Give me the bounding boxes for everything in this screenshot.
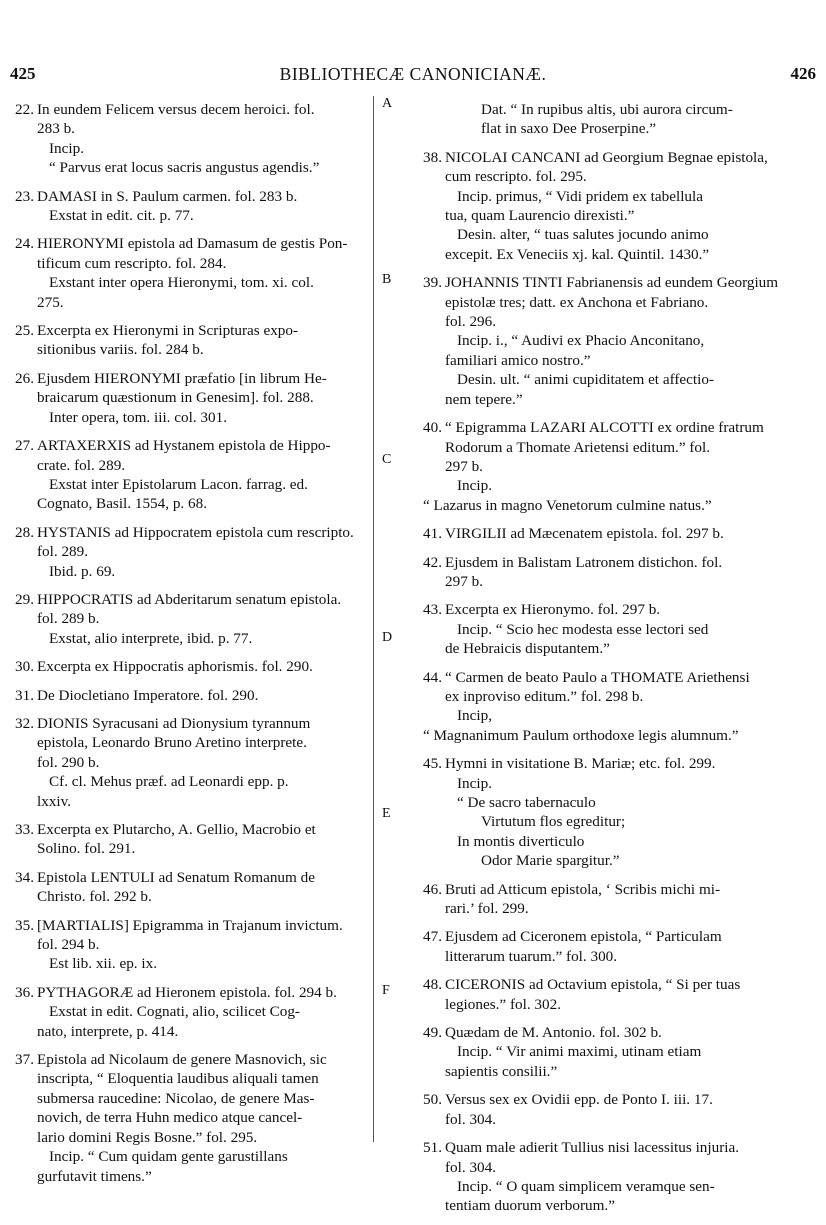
catalogue-entry [15,657,369,676]
entry-line: inscripta, “ Eloquentia laudibus aliquali tamen [37,1070,319,1088]
entry-line: Incip. [49,139,85,157]
page-number-right: 426 [790,64,816,83]
entry-line: Rodorum a Thomate Arietensi editum.” fol. [445,438,711,456]
entry-line: Incip. “ Vir animi maximi, utinam etiam [457,1043,702,1061]
catalogue-entry [423,1023,819,1081]
entry-number: 27. [15,437,34,455]
catalogue-entry [15,983,369,1041]
entry-line: HIERONYMI epistola ad Damasum de gestis Pon- [37,235,348,253]
entry-line: Epistola LENTULI ad Senatum Romanum de [37,868,315,886]
entry-line: Ejusdem HIERONYMI præfatio [in librum He- [37,369,327,387]
entry-line: familiari amico nostro.” [445,351,591,369]
entry-line: Desin. alter, “ tuas salutes jocundo animo [457,226,709,244]
entry-number: 39. [423,274,442,292]
entry-line: crate. fol. 289. [37,456,126,474]
entry-line: “ Epigramma LAZARI ALCOTTI ex ordine fratrum [445,419,764,437]
entry-line: “ Parvus erat locus sacris angustus agendis.” [49,159,320,177]
entry-line: Desin. ult. “ animi cupiditatem et affectio- [457,371,714,389]
entry-line: Epistola ad Nicolaum de genere Masnovich, sic [37,1051,327,1069]
entry-line: nato, interprete, p. 414. [37,1022,179,1040]
entry-line: Christo. fol. 292 b. [37,888,152,906]
entry-line: In montis diverticulo [457,832,585,850]
catalogue-entry [15,321,369,360]
entry-line: Incip. “ O quam simplicem veramque sen- [457,1177,715,1195]
catalogue-entry [15,590,369,648]
entry-line: fol. 289. [37,543,89,561]
page-number-left: 425 [10,64,36,83]
catalogue-entry [15,820,369,859]
catalogue-entry [15,369,369,427]
entry-number: 41. [423,525,442,543]
entry-number: 51. [423,1139,442,1157]
entry-line: Virtutum flos egreditur; [481,813,626,831]
entry-line: excepit. Ex Veneciis xj. kal. Quintil. 1430.” [445,245,710,263]
entry-line: Ibid. p. 69. [49,562,116,580]
entry-number: 29. [15,590,34,608]
entry-number: 38. [423,148,442,166]
margin-letter: B [382,272,392,287]
entry-line: rari.’ fol. 299. [445,900,529,918]
entry-line: “ Lazarus in magno Venetorum culmine natus.” [423,496,712,514]
entry-number: 33. [15,821,34,838]
catalogue-entry [423,600,819,658]
entry-line: ARTAXERXIS ad Hystanem epistola de Hippo- [37,437,331,455]
entry-line: sapientis consilii.” [445,1062,558,1080]
catalogue-entry [15,436,369,514]
entry-line: fol. 304. [445,1110,497,1128]
entry-line: JOHANNIS TINTI Fabrianensis ad eundem Georgium [445,274,779,292]
entry-line: litterarum tuarum.” fol. 300. [445,947,618,965]
catalogue-entry [423,975,819,1014]
entry-number: 24. [15,235,34,253]
entry-line: legiones.” fol. 302. [445,995,561,1013]
entry-line: fol. 294 b. [37,936,100,954]
entry-line: epistola, Leonardo Bruno Aretino interprete. [37,734,307,752]
entry-line: fol. 289 b. [37,610,100,628]
entry-line: “ De sacro tabernaculo [457,794,596,811]
entry-line: lxxiv. [37,792,72,810]
catalogue-entry [15,686,369,705]
entry-line: Excerpta ex Plutarcho, A. Gellio, Macrobio et [37,821,316,838]
entry-number: 34. [15,868,34,886]
entry-line: Ejusdem ad Ciceronem epistola, “ Particulam [445,928,722,946]
entry-line: Exstat in edit. Cognati, alio, scilicet Cog- [49,1003,300,1021]
entry-line: Exstant inter opera Hieronymi, tom. xi. col. [49,274,314,292]
entry-number: 49. [423,1024,442,1042]
entry-line: PYTHAGORÆ ad Hieronem epistola. fol. 294 b. [37,983,337,1001]
entry-line: Exstat inter Epistolarum Lacon. farrag. ed. [49,475,308,493]
catalogue-entry [423,418,819,515]
entry-line: DIONIS Syracusani ad Dionysium tyrannum [37,714,311,732]
entry-number: 43. [423,601,442,619]
right-column [423,100,819,1225]
catalogue-entry [423,880,819,919]
margin-letter: D [382,630,393,645]
catalogue-entry [15,100,369,178]
entry-number: 50. [423,1091,442,1109]
margin-letter: C [382,452,392,467]
catalogue-entry [423,524,819,543]
margin-letter: E [382,806,391,821]
entry-line: 297 b. [445,457,483,475]
entry-line: tificum cum rescripto. fol. 284. [37,254,227,272]
entry-line: braicarum quæstionum in Genesim]. fol. 288. [37,389,314,407]
catalogue-entry [15,523,369,581]
entry-line: 297 b. [445,572,483,590]
entry-number: 32. [15,714,34,732]
catalogue-entry [15,234,369,312]
catalogue-entry [423,1138,819,1216]
entry-line: CICERONIS ad Octavium epistola, “ Si per tuas [445,976,741,994]
entry-line: Cognato, Basil. 1554, p. 68. [37,495,208,513]
entry-line: fol. 304. [445,1158,497,1176]
entry-line: Quædam de M. Antonio. fol. 302 b. [445,1024,662,1042]
entry-line: Ejusdem in Balistam Latronem distichon. fol. [445,553,723,571]
entry-line: Quam male adierit Tullius nisi lacessitus injuria. [445,1139,740,1157]
catalogue-entry [423,100,819,139]
margin-letter: F [382,983,390,998]
entry-line: Odor Marie spargitur.” [481,852,620,870]
entry-line: fol. 296. [445,313,497,331]
entry-line: 275. [37,293,64,311]
entry-line: cum rescripto. fol. 295. [445,168,587,186]
entry-line: Inter opera, tom. iii. col. 301. [49,408,227,426]
entry-line: Versus sex ex Ovidii epp. de Ponto I. iii. 17. [445,1091,713,1109]
entry-line: Incip, [457,707,493,725]
entry-line: tua, quam Laurencio direxisti.” [445,207,635,225]
entry-line: Dat. “ In rupibus altis, ubi aurora circum- [481,101,733,118]
entry-line: Incip. primus, “ Vidi pridem ex tabellula [457,187,703,205]
entry-number: 40. [423,419,442,437]
entry-line: Est lib. xii. ep. ix. [49,955,157,973]
entry-line: De Diocletiano Imperatore. fol. 290. [37,686,259,704]
entry-line: DAMASI in S. Paulum carmen. fol. 283 b. [37,187,298,205]
entry-line: submersa raucedine: Nicolao, de genere Mas- [37,1089,315,1107]
catalogue-entry [423,754,819,870]
entry-line: nem tepere.” [445,390,523,408]
entry-number: 31. [15,686,34,704]
entry-number: 44. [423,668,442,686]
entry-number: 23. [15,187,34,205]
entry-line: “ Magnanimum Paulum orthodoxe legis alumnum.” [423,726,739,744]
entry-line: fol. 290 b. [37,753,100,771]
entry-line: Excerpta ex Hieronymi in Scripturas expo- [37,322,299,340]
entry-line: Exstat, alio interprete, ibid. p. 77. [49,629,253,647]
entry-line: epistolæ tres; datt. ex Anchona et Fabriano. [445,293,709,311]
left-column [15,100,369,1195]
entry-line: Solino. fol. 291. [37,840,136,858]
entry-line: Bruti ad Atticum epistola, ‘ Scribis michi mi- [445,880,721,898]
entry-number: 28. [15,523,34,541]
margin-letter: A [382,96,393,111]
entry-line: “ Carmen de beato Paulo a THOMATE Ariethensi [445,668,750,686]
entry-line: sitionibus variis. fol. 284 b. [37,341,204,359]
column-divider [373,96,374,1142]
catalogue-entry [423,148,819,264]
catalogue-entry [423,1090,819,1129]
catalogue-entry [423,668,819,746]
entry-line: Hymni in visitatione B. Mariæ; etc. fol. 299. [445,755,716,773]
entry-line: VIRGILII ad Mæcenatem epistola. fol. 297 b. [445,525,724,543]
entry-number: 42. [423,553,442,571]
entry-line: tentiam duorum verborum.” [445,1197,615,1215]
entry-number: 46. [423,880,442,898]
entry-number: 37. [15,1051,34,1069]
entry-line: lario domini Regis Bosne.” fol. 295. [37,1128,258,1146]
catalogue-entry [15,187,369,226]
entry-number: 26. [15,369,34,387]
entry-number: 25. [15,322,34,340]
entry-line: Incip. [457,477,493,495]
catalogue-entry [423,553,819,592]
entry-line: HIPPOCRATIS ad Abderitarum senatum epistola. [37,590,342,608]
catalogue-entry [15,714,369,811]
entry-line: Incip. i., “ Audivi ex Phacio Anconitano, [457,332,705,350]
catalogue-entry [15,1050,369,1186]
entry-line: ex inproviso editum.” fol. 298 b. [445,687,644,705]
entry-line: HYSTANIS ad Hippocratem epistola cum rescripto. [37,523,354,541]
entry-line: Cf. cl. Mehus præf. ad Leonardi epp. p. [49,773,289,791]
catalogue-entry [423,927,819,966]
entry-line: Excerpta ex Hieronymo. fol. 297 b. [445,601,661,619]
entry-number: 48. [423,976,442,994]
entry-line: 283 b. [37,120,75,138]
entry-number: 45. [423,755,442,773]
entry-number: 22. [15,101,34,118]
catalogue-entry [15,868,369,907]
entry-number: 30. [15,658,34,676]
catalogue-entry [423,273,819,409]
entry-line: Exstat in edit. cit. p. 77. [49,207,194,225]
entry-line: Incip. “ Cum quidam gente garustillans [49,1148,288,1166]
entry-line: NICOLAI CANCANI ad Georgium Begnae epistola, [445,148,768,166]
entry-number: 36. [15,983,34,1001]
entry-line: de Hebraicis disputantem.” [445,640,610,658]
catalogue-entry [15,916,369,974]
entry-line: novich, de terra Huhn medico atque cancel- [37,1109,303,1127]
entry-line: gurfutavit timens.” [37,1167,152,1185]
running-title: BIBLIOTHECÆ CANONICIANÆ. [279,64,547,84]
entry-line: Excerpta ex Hippocratis aphorismis. fol. 290. [37,658,313,676]
entry-line: In eundem Felicem versus decem heroici. fol. [37,101,315,118]
entry-number: 35. [15,916,34,934]
entry-line: [MARTIALIS] Epigramma in Trajanum invictum. [37,916,343,934]
entry-line: Incip. “ Scio hec modesta esse lectori sed [457,620,709,638]
entry-line: Incip. [457,774,493,792]
entry-line: flat in saxo Dee Proserpine.” [481,120,657,138]
entry-number: 47. [423,928,442,946]
